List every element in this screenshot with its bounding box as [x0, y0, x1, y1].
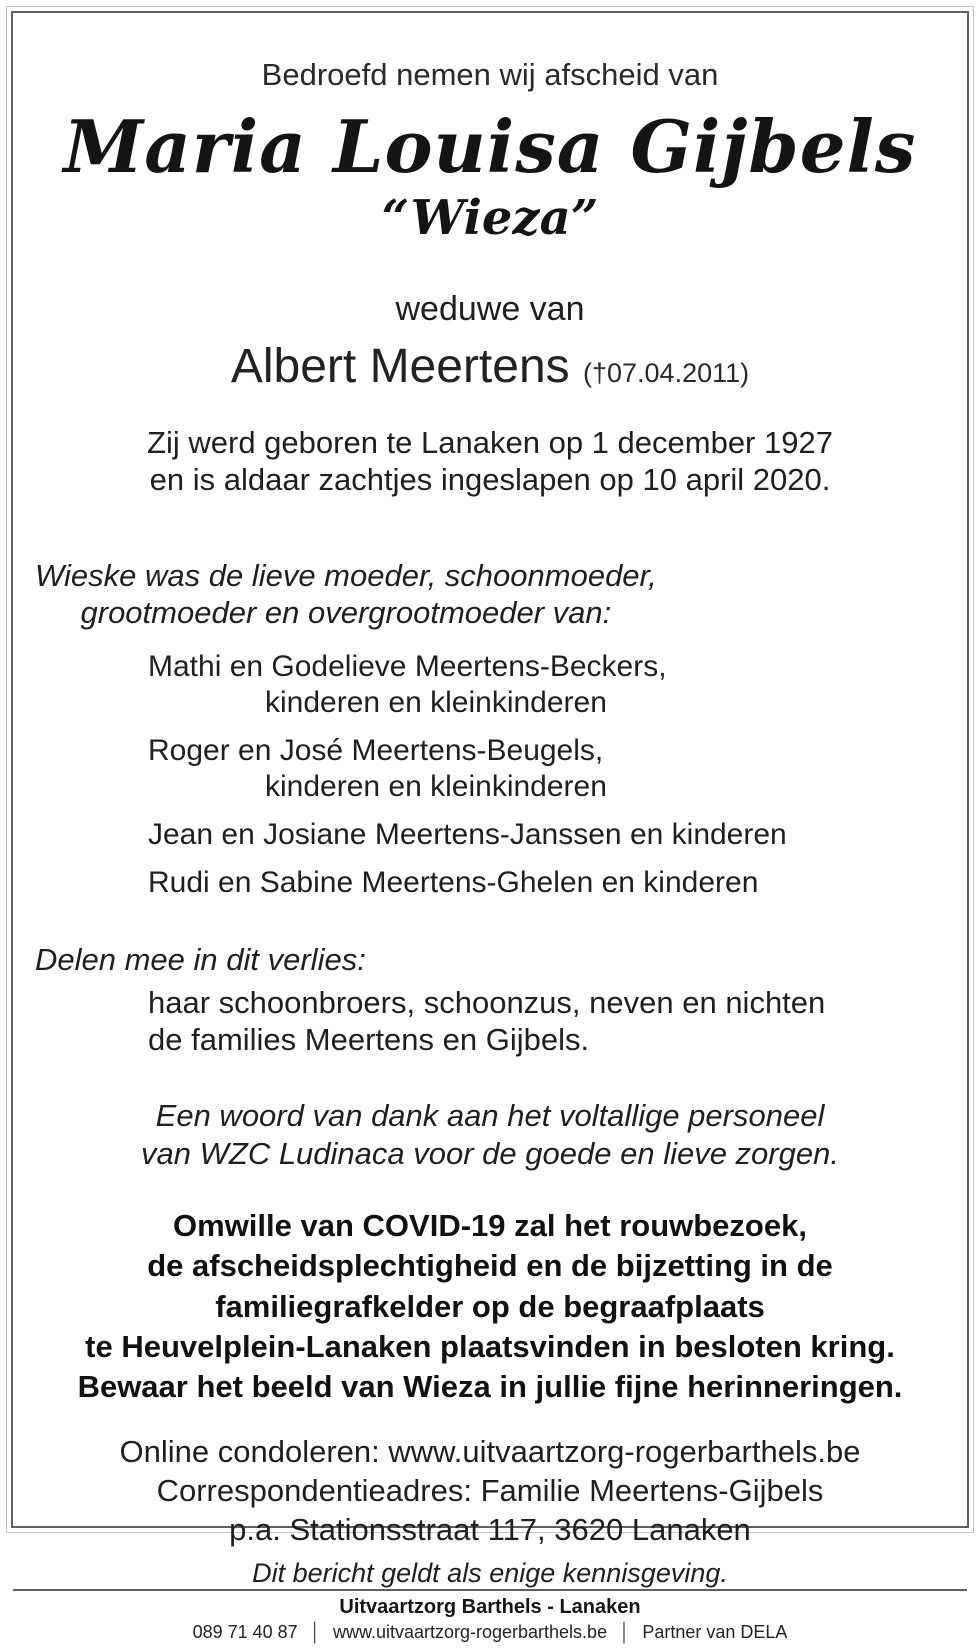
correspondence-line: Correspondentieadres: Familie Meertens-Gijbels: [156, 1473, 824, 1509]
family-entry: [148, 649, 787, 721]
condolence-lines: [148, 984, 825, 1058]
deceased-nickname: “Wieza”: [381, 190, 599, 247]
family-entry-names: Jean en Josiane Meertens-Janssen en kinderen: [148, 817, 787, 851]
family-entry: [148, 733, 787, 805]
covid-notice-line: familiegrafkelder op de begraafplaats: [215, 1288, 765, 1324]
intro-text: Bedroefd nemen wij afscheid van: [261, 57, 719, 92]
birth-line: Zij werd geboren te Lanaken op 1 december 1927: [147, 425, 833, 461]
spouse-name: Albert Meertens: [230, 340, 570, 394]
family-header-line: Wieske was de lieve moeder, schoonmoeder,: [35, 557, 657, 593]
online-condolence-line: Online condoleren: www.uitvaartzorg-rogerbarthels.be: [119, 1434, 861, 1470]
family-header-line: grootmoeder en overgrootmoeder van:: [80, 594, 612, 630]
address-line: p.a. Stationsstraat 117, 3620 Lanaken: [229, 1511, 751, 1547]
family-entry-names: Roger en José Meertens-Beugels,: [148, 733, 604, 767]
partner-label: Partner van DELA: [642, 1621, 788, 1642]
family-entry: [148, 865, 787, 901]
funeral-home-contact-line: [13, 1622, 967, 1643]
inner-border-frame: [11, 11, 969, 1642]
family-entry-names: Mathi en Godelieve Meertens-Beckers,: [148, 649, 667, 683]
family-entries: [148, 649, 787, 901]
phone-number: 089 71 40 87: [192, 1621, 298, 1642]
condolence-line: de families Meertens en Gijbels.: [148, 1022, 590, 1058]
funeral-home-name: Uitvaartzorg Barthels - Lanaken: [339, 1595, 641, 1618]
separator-bar: │: [619, 1621, 631, 1642]
covid-notice-line: Bewaar het beeld van Wieza in jullie fijne herinneringen.: [77, 1369, 903, 1405]
website-url: www.uitvaartzorg-rogerbarthels.be: [332, 1621, 608, 1642]
relation-label: weduwe van: [395, 290, 585, 329]
family-entry-children: kinderen en kleinkinderen: [265, 685, 607, 719]
funeral-home-footer: [13, 1589, 967, 1649]
covid-notice-line: Omwille van COVID-19 zal het rouwbezoek,: [173, 1208, 807, 1243]
contact-info: [120, 1433, 861, 1549]
family-entry: [148, 817, 787, 853]
life-summary: [147, 424, 833, 498]
thanks-message: [141, 1097, 839, 1175]
spouse-death-date: (†07.04.2011): [583, 358, 750, 389]
single-notice-line: Dit bericht geldt als enige kennisgeving.: [252, 1557, 728, 1588]
separator-bar: │: [309, 1621, 321, 1642]
family-section-header: [35, 557, 657, 631]
covid-notice: [78, 1206, 903, 1407]
family-entry-names: Rudi en Sabine Meertens-Ghelen en kinderen: [148, 865, 759, 899]
condolence-section-header: Delen mee in dit verlies:: [35, 941, 366, 977]
condolence-line: haar schoonbroers, schoonzus, neven en nichten: [148, 985, 826, 1021]
thanks-line: van WZC Ludinaca voor de goede en lieve zorgen.: [141, 1136, 839, 1172]
covid-notice-line: de afscheidsplechtigheid en de bijzetting in de: [147, 1248, 833, 1284]
family-entry-children: kinderen en kleinkinderen: [265, 769, 607, 803]
thanks-line: Een woord van dank aan het voltallige personeel: [155, 1097, 825, 1133]
spouse-line: [231, 339, 749, 394]
deceased-name: Maria Louisa Gijbels: [63, 104, 917, 189]
death-line: en is aldaar zachtjes ingeslapen op 10 april 2020.: [149, 462, 831, 498]
covid-notice-line: te Heuvelplein-Lanaken plaatsvinden in besloten kring.: [85, 1328, 895, 1364]
